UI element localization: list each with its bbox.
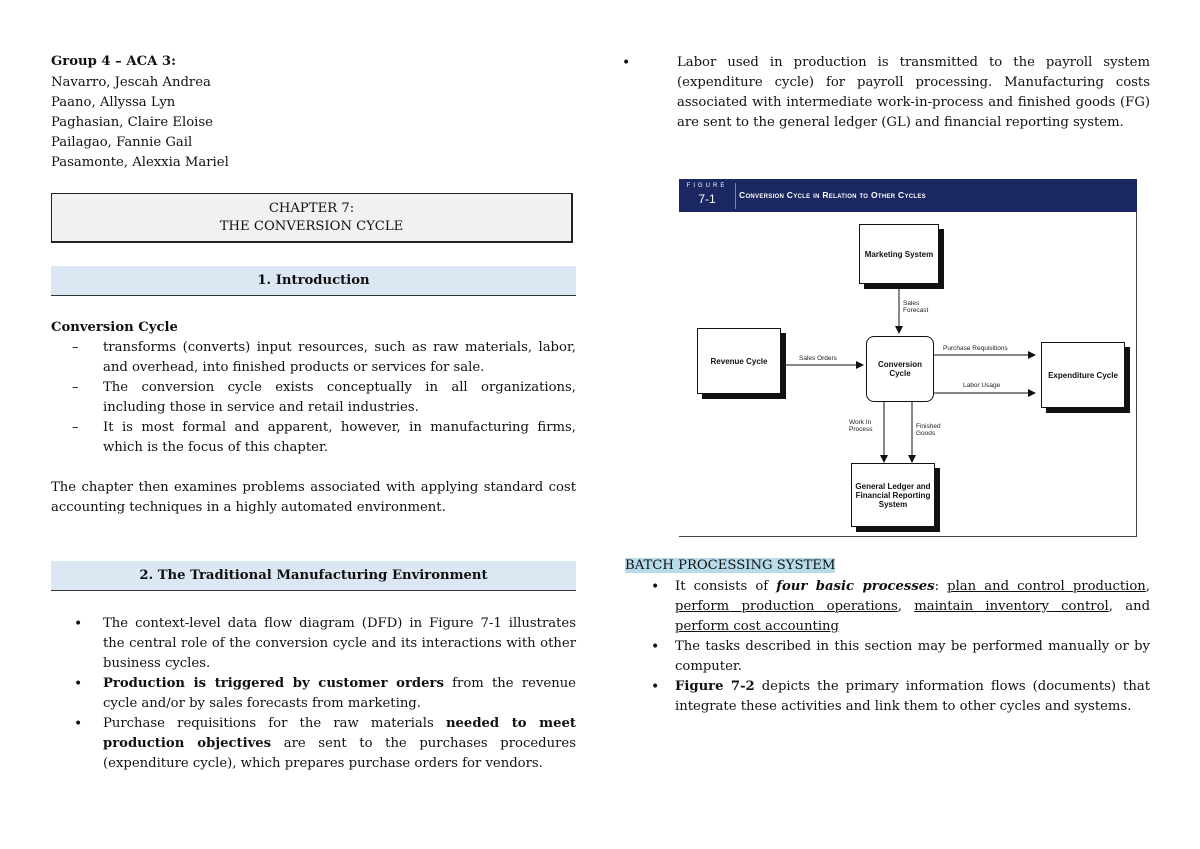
bullet-marker: • bbox=[622, 55, 631, 71]
revenue-cycle-node: Revenue Cycle bbox=[697, 328, 781, 394]
expenditure-cycle-node: Expenditure Cycle bbox=[1041, 342, 1125, 408]
figure-7-1 bbox=[679, 179, 1137, 537]
list-item: – The conversion cycle exists conceptually in all organizations, including those in service and retail industries. bbox=[72, 380, 576, 415]
conversion-cycle-process: Conversion Cycle bbox=[866, 336, 934, 402]
bullet-marker: • bbox=[651, 679, 660, 695]
flow-label-purchase-requisitions: Purchase Requisitions bbox=[943, 345, 1008, 352]
batch-processing-heading: BATCH PROCESSING SYSTEM bbox=[625, 558, 836, 573]
section-heading-introduction: 1. Introduction bbox=[51, 266, 576, 296]
flow-label-sales-forecast: Sales Forecast bbox=[903, 300, 929, 314]
figure-word: FIGURE bbox=[686, 183, 728, 189]
batch-processing-body bbox=[625, 577, 1150, 717]
process-inventory-control: maintain inventory control bbox=[914, 599, 1109, 614]
dash-marker: – bbox=[72, 380, 79, 395]
list-item: • The tasks described in this section may be performed manually or by computer. bbox=[651, 639, 1150, 674]
group-members bbox=[51, 73, 229, 173]
list-item: • Figure 7-2 depicts the primary information flows (documents) that integrate these activities and link them to other cycles and systems. bbox=[651, 679, 1151, 714]
dash-marker: – bbox=[72, 420, 79, 435]
member-name: Paghasian, Claire Eloise bbox=[51, 115, 213, 130]
conversion-cycle-list bbox=[51, 338, 576, 458]
bullet-marker: • bbox=[74, 616, 83, 632]
chapter-summary-paragraph: The chapter then examines problems associated with applying standard cost accounting techniques in a highly automated environment. bbox=[51, 480, 576, 515]
list-item: – transforms (converts) input resources, such as raw materials, labor, and overhead, into finished products or services for sale. bbox=[72, 340, 576, 375]
bullet-marker: • bbox=[651, 579, 660, 595]
section-heading-traditional-manufacturing: 2. The Traditional Manufacturing Environment bbox=[51, 561, 576, 591]
group-title: Group 4 – ACA 3: bbox=[51, 54, 176, 69]
introduction-body bbox=[51, 318, 576, 518]
dash-marker: – bbox=[72, 340, 79, 355]
general-ledger-node: General Ledger and Financial Reporting System bbox=[851, 463, 935, 527]
figure-title: Conversion Cycle in Relation to Other Cycles bbox=[739, 190, 926, 200]
bullet-marker: • bbox=[651, 639, 660, 655]
chapter-number: CHAPTER 7: bbox=[268, 201, 355, 216]
flow-label-finished-goods: Finished Goods bbox=[916, 423, 941, 437]
process-plan-control: plan and control production bbox=[947, 579, 1146, 594]
manufacturing-bullet-list bbox=[51, 614, 576, 774]
batch-bullet-list bbox=[625, 577, 1150, 717]
marketing-system-node: Marketing System bbox=[859, 224, 939, 284]
flow-label-labor-usage: Labor Usage bbox=[963, 382, 1001, 389]
traditional-manufacturing-body bbox=[51, 614, 576, 774]
list-item: • Production is triggered by customer orders from the revenue cycle and/or by sales forecasts from marketing. bbox=[74, 676, 576, 711]
flow-label-work-in-process: Work In Process bbox=[849, 419, 873, 433]
list-item: • Labor used in production is transmitted to the payroll system (expenditure cycle) for payroll processing. Manufacturing costs associated with intermediate work-in-process and finished goods (FG) are sent to the general ledger (GL) and financial reporting system. bbox=[622, 55, 1150, 130]
process-cost-accounting: perform cost accounting bbox=[675, 619, 839, 634]
chapter-title: THE CONVERSION CYCLE bbox=[219, 219, 404, 234]
bullet-marker: • bbox=[74, 676, 83, 692]
process-production-operations: perform production operations bbox=[675, 599, 898, 614]
figure-number: 7-1 bbox=[698, 192, 716, 206]
list-item: • It consists of four basic processes: plan and control production, perform production operations, maintain inventory control, and perform cost accounting bbox=[651, 579, 1151, 634]
flow-label-sales-orders: Sales Orders bbox=[799, 355, 837, 362]
member-name: Navarro, Jescah Andrea bbox=[51, 75, 211, 90]
member-name: Paano, Allyssa Lyn bbox=[51, 95, 176, 110]
member-name: Pailagao, Fannie Gail bbox=[51, 135, 193, 150]
list-item: • Purchase requisitions for the raw materials needed to meet production objectives are sent to the purchases procedures (expenditure cycle), which prepares purchase orders for vendors. bbox=[74, 716, 576, 771]
chapter-title-box bbox=[51, 193, 573, 243]
list-item: • The context-level data flow diagram (DFD) in Figure 7-1 illustrates the central role of the conversion cycle and its interactions with other business cycles. bbox=[74, 616, 576, 671]
list-item: – It is most formal and apparent, however, in manufacturing firms, which is the focus of this chapter. bbox=[72, 420, 576, 455]
labor-paragraph bbox=[622, 53, 1150, 133]
member-name: Pasamonte, Alexxia Mariel bbox=[51, 155, 229, 170]
conversion-cycle-heading: Conversion Cycle bbox=[51, 320, 178, 335]
bullet-marker: • bbox=[74, 716, 83, 732]
